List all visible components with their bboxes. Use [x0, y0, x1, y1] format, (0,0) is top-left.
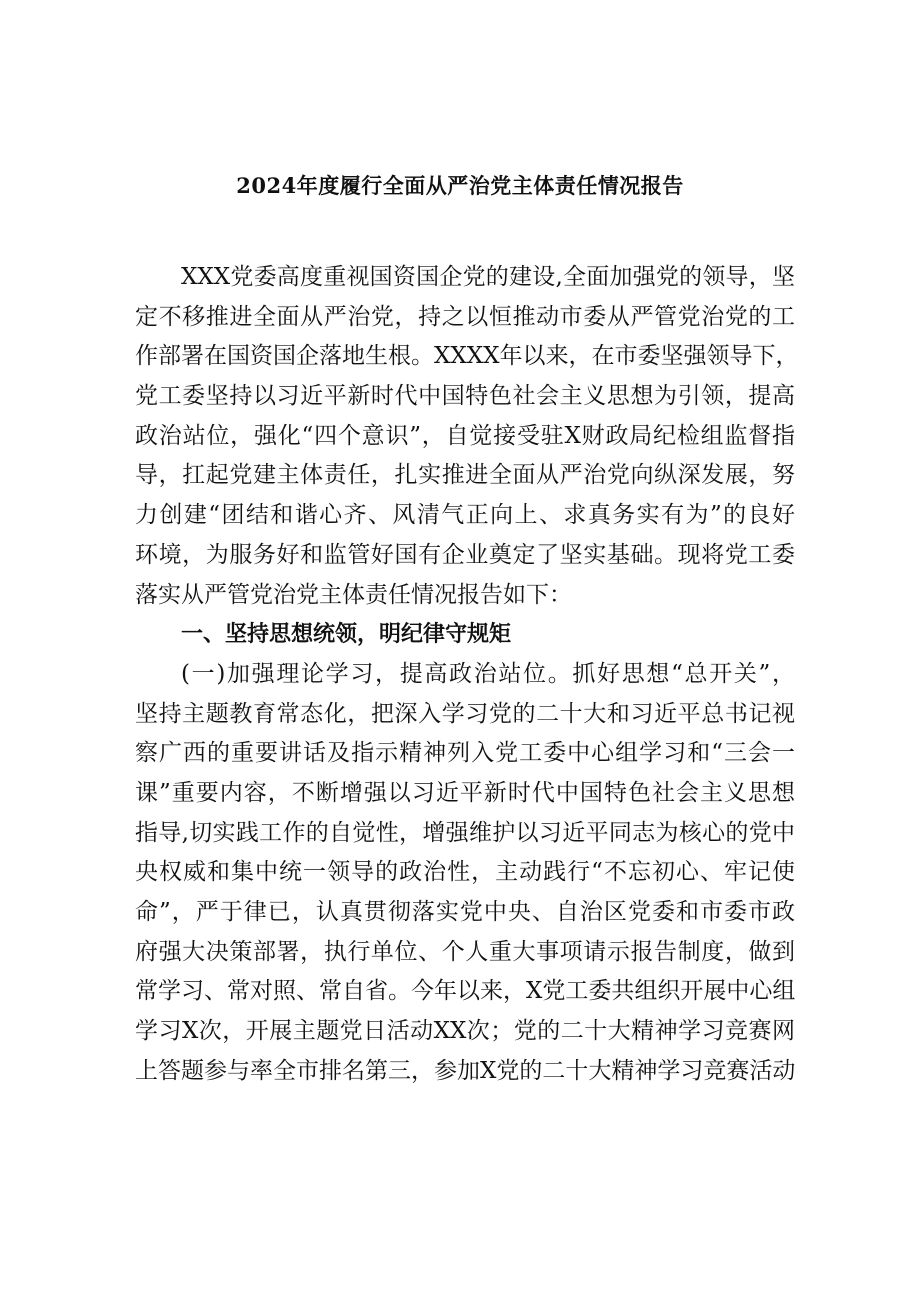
document-body [135, 258, 799, 1091]
paragraph-line: 命”，严于律已，认真贯彻落实党中央、自治区党委和市委市政 [135, 899, 795, 925]
paragraph-line: 导，扛起党建主体责任，扎实推进全面从严治党向纵深发展，努 [135, 462, 795, 489]
paragraph-line: 府强大决策部署，执行单位、个人重大事项请示报告制度，做到 [135, 938, 795, 965]
paragraph-line: 政治站位，强化“四个意识”，自觉接受驻X财政局纪检组监督指 [135, 422, 795, 449]
paragraph-line: (一)加强理论学习，提高政治站位。抓好思想“总开关”， [181, 660, 795, 687]
paragraph-line: 央权威和集中统一领导的政治性，主动践行“不忘初心、牢记使 [135, 859, 795, 886]
paragraph-line: 学习X次，开展主题党日活动XX次；党的二十大精神学习竞赛网 [135, 1018, 795, 1045]
paragraph-line: 指导,切实践工作的自觉性，增强维护以习近平同志为核心的党中 [135, 819, 795, 846]
paragraph-line: 定不移推进全面从严治党，持之以恒推动市委从严管党治党的工 [135, 303, 795, 330]
paragraph-line: 坚持主题教育常态化，把深入学习党的二十大和习近平总书记视 [135, 700, 795, 727]
paragraph-line: 党工委坚持以习近平新时代中国特色社会主义思想为引领，提高 [135, 383, 795, 410]
paragraph-line: 环境，为服务好和监管好国有企业奠定了坚实基础。现将党工委 [135, 541, 795, 568]
document-title: 2024年度履行全面从严治党主体责任情况报告 [236, 173, 684, 198]
paragraph-line: 常学习、常对照、常自省。今年以来，X党工委共组织开展中心组 [135, 978, 796, 1005]
paragraph-line: 力创建“团结和谐心齐、风清气正向上、求真务实有为”的良好 [135, 502, 795, 529]
section-heading: 一、坚持思想统领，明纪律守规矩 [181, 622, 512, 648]
paragraph-line: 课”重要内容，不断增强以习近平新时代中国特色社会主义思想 [135, 779, 795, 806]
paragraph-line: 察广西的重要讲话及指示精神列入党工委中心组学习和“三会一 [135, 740, 795, 767]
paragraph-line: 落实从严管党治党主体责任情况报告如下： [135, 581, 572, 608]
paragraph-line: 上答题参与率全市排名第三，参加X党的二十大精神学习竞赛活动 [135, 1057, 796, 1084]
paragraph-line: XXX党委高度重视国资国企党的建设,全面加强党的领导，坚 [181, 264, 795, 290]
paragraph-line: 作部署在国资国企落地生根。XXXX年以来，在市委坚强领导下， [135, 343, 799, 370]
